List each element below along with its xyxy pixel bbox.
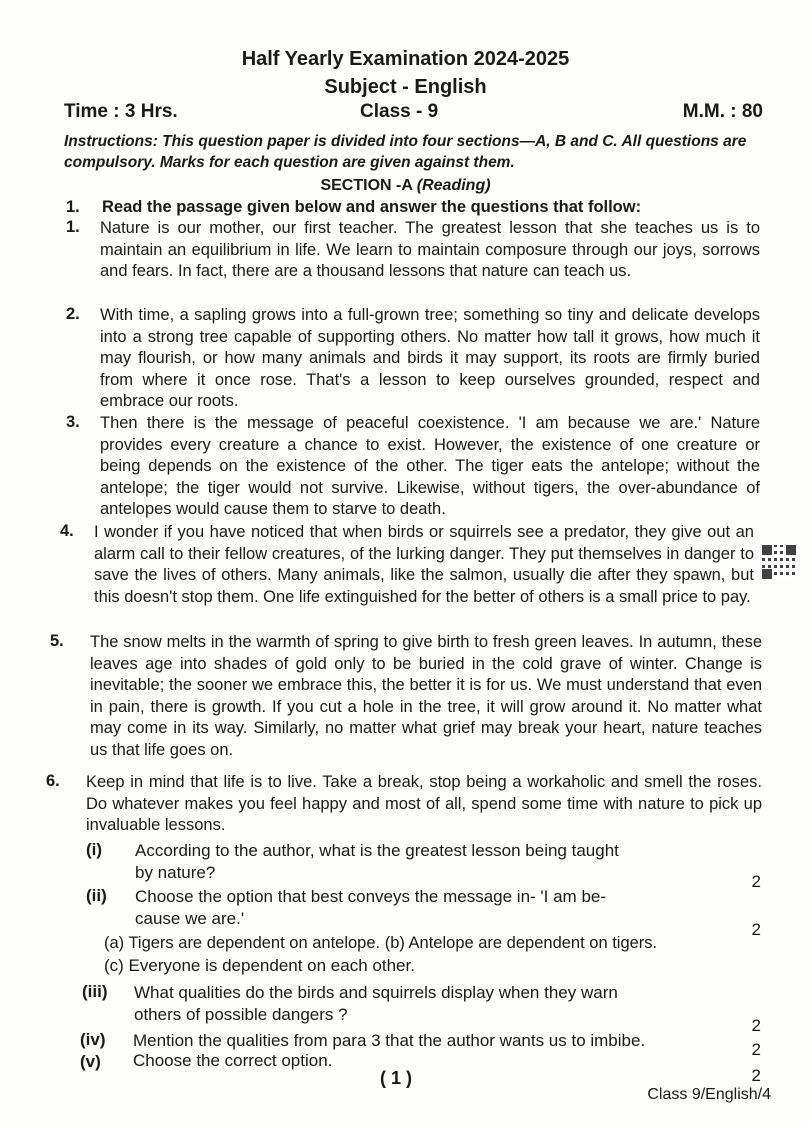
para-number: 5. [50,632,64,650]
section-heading [0,177,811,195]
paragraph: I wonder if you have noticed that when birds or squirrels see a predator, they give out an alarm call to their fellow creatures, of the lurking danger. They put themselves in danger to save the lives of others. Many animals, like the salmon, usually die after they spawn, but this doesn't stop them. One life extinguished for the better of others is a small price to pay. [94,523,754,606]
para-number: 3. [66,413,80,431]
option-ab: (a) Tigers are dependent on antelope. (b) Antelope are dependent on tigers. [104,934,658,952]
para-number: 1. [66,218,80,236]
question-instruction: Read the passage given below and answer the questions that follow: [102,198,642,216]
question-text: Mention the qualities from para 3 that the author wants us to imbibe. [133,1031,646,1050]
question-text: Choose the correct option. [133,1051,333,1070]
paragraph: The snow melts in the warmth of spring to give birth to fresh green leaves. In autumn, these leaves age into shades of gold only to be buried in the cold grave of winter. Change is inevitable; the sooner we embrace this, the better it is for us. We must understand that even in pain, there is growth. If you cut a hole in the tree, it will grow around it. No matter what may come in its way. Similarly, no matter what grief may break your heart, nature teaches us that life goes on. [90,633,762,759]
question-label: (iii) [82,982,108,1001]
para-number: 6. [46,772,60,790]
question-text: According to the author, what is the greatest lesson being taught [135,841,619,860]
time-label: Time : 3 Hrs. [64,101,178,122]
question-marks: 2 [751,1016,761,1035]
paragraph: Then there is the message of peaceful coexistence. 'I am because we are.' Nature provides every creature a chance to exist. However, the existence of one creature or being depends on the existence of the other. The tiger eats the antelope; without the antelope; the tiger would not survive. Likewise, without tigers, the over-abundance of antelopes would cause them to starve to death. [100,414,760,518]
option-c: (c) Everyone is dependent on each other. [104,956,415,975]
paragraph: Keep in mind that life is to live. Take a break, stop being a workaholic and smell the roses. Do whatever makes you feel happy and most of all, spend some time with nature to pick up invaluable lessons. [86,773,762,834]
question-marks: 2 [751,920,761,939]
question-marks: 2 [751,1040,761,1059]
para-number: 4. [60,522,74,540]
question-label: (ii) [86,886,107,905]
max-marks-label: M.M. : 80 [682,101,763,122]
paragraph: With time, a sapling grows into a full-grown tree; something so tiny and delicate develops into a strong tree capable of supporting others. No matter how tall it grows, how much it may flourish, or how many animals and birds it may support, its roots are firmly buried from where it once rose. That's a lesson to keep ourselves grounded, respect and embrace our roots. [100,306,760,410]
question-text: Choose the option that best conveys the message in- 'I am be- [135,887,607,906]
question-label: (i) [86,840,103,859]
question-marks: 2 [751,1066,761,1085]
instructions: Instructions: This question paper is divided into four sections—A, B and C. All questions are compulsory. Marks for each question are given against them. [64,133,747,171]
subject-title: Subject - English [324,76,487,98]
question-text: What qualities do the birds and squirrels display when they warn [134,983,618,1002]
question-text: by nature? [135,863,216,882]
para-number: 2. [66,305,80,323]
question-label: (iv) [80,1030,106,1049]
paragraph: Nature is our mother, our first teacher. The greatest lesson that she teaches us is to maintain an equilibrium in life. We learn to maintain composure through our joys, sorrows and fears. In fact, there are a thousand lessons that nature can teach us. [100,219,760,280]
question-number: 1. [66,198,80,216]
question-text: others of possible dangers ? [134,1005,348,1024]
question-text: cause we are.' [135,909,245,928]
page-number: ( 1 ) [380,1068,413,1088]
question-marks: 2 [751,872,761,891]
class-label: Class - 9 [360,101,439,122]
paper-code: Class 9/English/4 [647,1086,771,1103]
section-sub: (Reading) [416,177,491,194]
exam-title: Half Yearly Examination 2024-2025 [241,48,570,70]
question-label: (v) [80,1052,101,1071]
section-label: SECTION -A [320,177,413,194]
qr-code-icon [762,545,796,579]
